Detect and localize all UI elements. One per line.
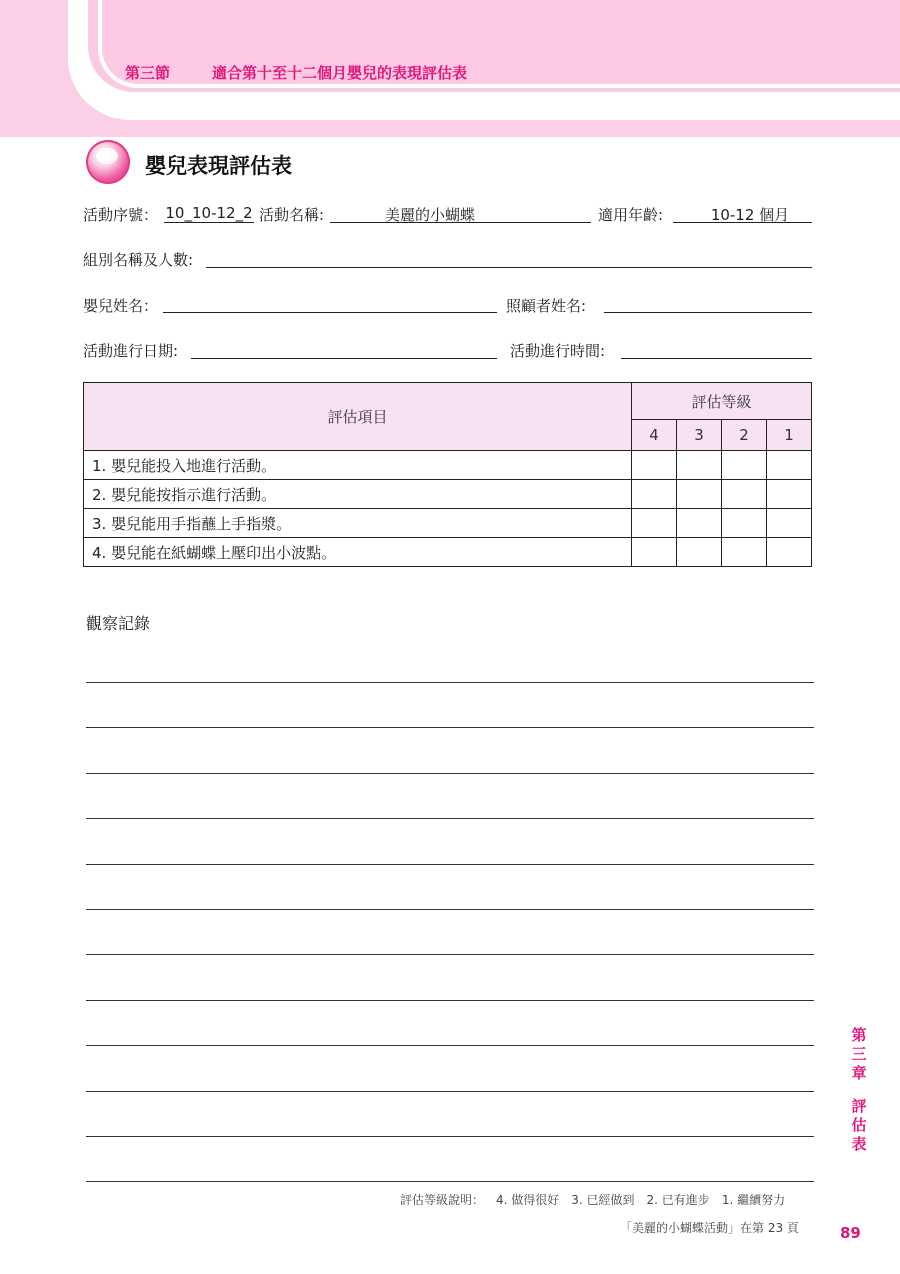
carer-name-field[interactable] [604, 312, 812, 313]
side-chapter-char: 章 [851, 1064, 867, 1082]
observation-line[interactable] [86, 727, 814, 728]
grade-cell[interactable] [722, 451, 767, 480]
observation-label: 觀察記錄 [86, 614, 151, 633]
activity-name-label: 活動名稱: [259, 206, 325, 224]
grade-cell[interactable] [767, 509, 812, 538]
side-chapter-name [849, 1097, 869, 1154]
time-label: 活動進行時間: [510, 342, 606, 360]
side-name-char: 估 [851, 1116, 867, 1134]
item-label: 2. 嬰兒能按指示進行活動。 [84, 480, 632, 509]
grade-cell[interactable] [632, 451, 677, 480]
baby-name-label: 嬰兒姓名： [83, 297, 159, 315]
observation-line[interactable] [86, 1136, 814, 1137]
baby-name-field[interactable] [163, 312, 497, 313]
item-header: 評估項目 [84, 383, 632, 451]
time-field[interactable] [621, 358, 812, 359]
activity-no-label: 活動序號： [83, 206, 159, 224]
side-chapter-char: 三 [851, 1045, 867, 1063]
carer-name-label: 照顧者姓名: [506, 297, 587, 315]
observation-line[interactable] [86, 1000, 814, 1001]
group-label: 組別名稱及人數: [83, 251, 194, 269]
table-row [84, 451, 812, 480]
grade-cell[interactable] [632, 509, 677, 538]
legend-label: 評估等級說明： [400, 1193, 485, 1207]
legend-1: 1. 繼續努力 [721, 1193, 786, 1207]
table-row [84, 480, 812, 509]
observation-line[interactable] [86, 818, 814, 819]
item-label: 1. 嬰兒能投入地進行活動。 [84, 451, 632, 480]
side-chapter-char: 第 [851, 1026, 867, 1044]
observation-line[interactable] [86, 954, 814, 955]
section-label: 第三節 [125, 64, 171, 82]
grade-cell[interactable] [677, 538, 722, 567]
side-name-char: 表 [851, 1135, 867, 1153]
grade-4-header: 4 [632, 420, 677, 451]
side-name-char: 評 [851, 1097, 867, 1115]
grade-cell[interactable] [767, 451, 812, 480]
grade-cell[interactable] [677, 509, 722, 538]
grade-cell[interactable] [722, 509, 767, 538]
grade-cell[interactable] [677, 480, 722, 509]
grade-2-header: 2 [722, 420, 767, 451]
grade-1-header: 1 [767, 420, 812, 451]
table-row [84, 509, 812, 538]
observation-line[interactable] [86, 773, 814, 774]
grade-cell[interactable] [677, 451, 722, 480]
item-label: 3. 嬰兒能用手指蘸上手指漿。 [84, 509, 632, 538]
group-field[interactable] [206, 267, 812, 268]
activity-name-value: 美麗的小蝴蝶 [384, 206, 475, 224]
page-title: 嬰兒表現評估表 [145, 154, 292, 178]
page-number: 89 [840, 1224, 861, 1242]
grade-cell[interactable] [632, 538, 677, 567]
age-label: 適用年齡: [598, 206, 664, 224]
date-field[interactable] [191, 358, 497, 359]
observation-line[interactable] [86, 909, 814, 910]
side-chapter-label [849, 1026, 869, 1083]
activity-no-value: 10_10-12_2 [165, 204, 253, 222]
grade-cell[interactable] [632, 480, 677, 509]
grade-cell[interactable] [722, 480, 767, 509]
grade-legend [400, 1191, 797, 1208]
table-row [84, 538, 812, 567]
activity-reference: 「美麗的小蝴蝶活動」在第 23 頁 [620, 1221, 799, 1235]
grade-3-header: 3 [677, 420, 722, 451]
grade-cell[interactable] [767, 480, 812, 509]
legend-4: 4. 做得很好 [496, 1193, 560, 1207]
observation-line[interactable] [86, 1181, 814, 1182]
grade-cell[interactable] [767, 538, 812, 567]
bubble-shine [96, 148, 118, 164]
observation-line[interactable] [86, 1045, 814, 1046]
observation-line[interactable] [86, 1091, 814, 1092]
item-label: 4. 嬰兒能在紙蝴蝶上壓印出小波點。 [84, 538, 632, 567]
grade-header: 評估等級 [632, 383, 812, 420]
grade-cell[interactable] [722, 538, 767, 567]
date-label: 活動進行日期: [83, 342, 179, 360]
legend-2: 2. 已有進步 [646, 1193, 710, 1207]
activity-no-underline [164, 222, 254, 223]
evaluation-table [83, 382, 812, 567]
section-title: 適合第十至十二個月嬰兒的表現評估表 [212, 64, 468, 82]
observation-line[interactable] [86, 682, 814, 683]
legend-3: 3. 已經做到 [571, 1193, 635, 1207]
observation-line[interactable] [86, 864, 814, 865]
age-value: 10-12 個月 [710, 206, 790, 224]
